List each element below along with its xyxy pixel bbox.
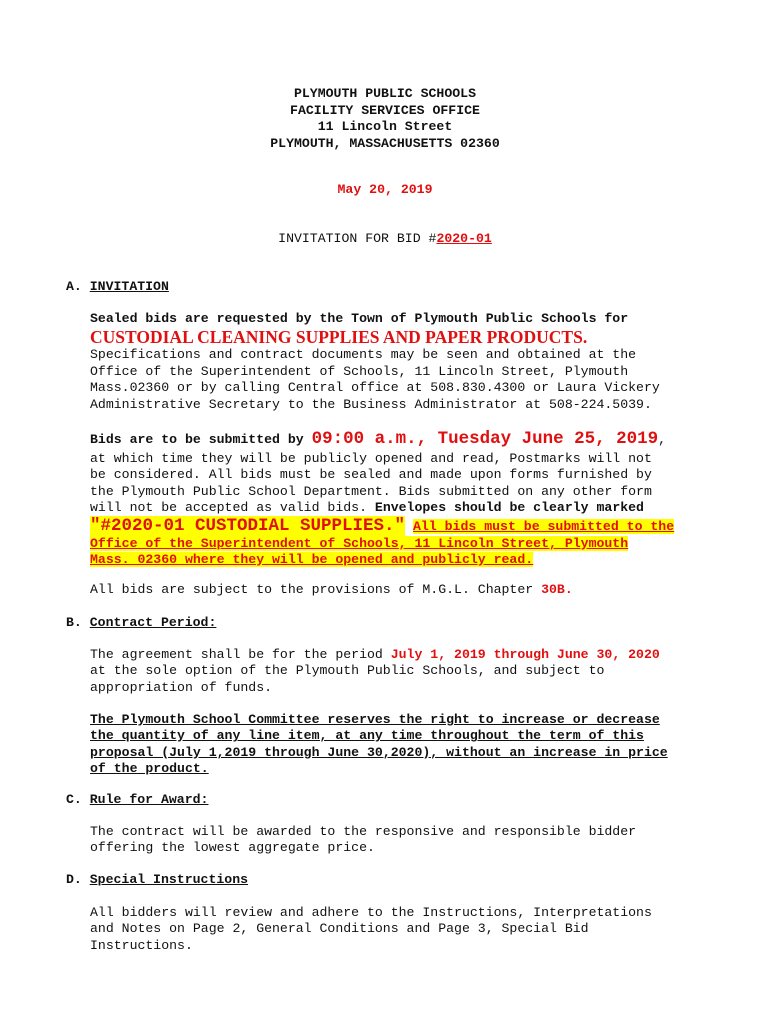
instruction-line: and Notes on Page 2, General Conditions and Page 3, Special Bid [90,921,589,937]
award-paragraph [90,824,700,857]
deadline-suffix: , [658,432,667,447]
deadline: 09:00 a.m., Tuesday June 25, 2019 [311,429,659,449]
section-title: Rule for Award: [89,792,209,807]
valid-text: will not be accepted as valid bids. [90,500,367,516]
section-title: INVITATION [89,279,169,294]
section-b-heading [66,615,216,631]
submission-paragraph [90,428,700,568]
product-title: CUSTODIAL CLEANING SUPPLIES AND PAPER PRODUCTS. [90,327,588,348]
envelope-marking: "#2020-01 CUSTODIAL SUPPLIES." [90,515,406,536]
marking-line [90,517,700,536]
reserve-line: The Plymouth School Committee reserves the right to increase or decrease [90,712,660,727]
reserve-line: of the product. [90,761,209,777]
deadline-line [90,428,700,451]
section-c-heading [66,792,208,808]
deliver-text: Office of the Superintendent of Schools, 11 Lincoln Street, Plymouth [90,535,629,551]
invitation-paragraph [90,311,700,413]
deliver-text: All bids must be submitted to the [412,518,675,534]
section-letter: B. [66,615,82,630]
section-letter: C. [66,792,82,807]
section-a-heading [66,279,169,295]
submit-line: at which time they will be publicly opened and read, Postmarks will not [90,451,652,466]
intro-text: Sealed bids are requested by the Town of Plymouth Public Schools for [90,311,629,326]
spec-line: Office of the Superintendent of Schools, 11 Lincoln Street, Plymouth [90,363,629,379]
reserve-line: the quantity of any line item, at any time throughout the term of this [90,728,644,744]
deliver-line [90,536,700,552]
submit-line: be considered. All bids must be sealed and made upon forms furnished by [90,467,652,483]
section-title: Special Instructions [89,872,249,887]
document-date: May 20, 2019 [337,182,433,197]
period-line: appropriation of funds. [90,679,273,695]
section-letter: A. [66,279,82,294]
valid-line [90,500,700,516]
period-line: at the sole option of the Plymouth Public Schools, and subject to [90,663,605,679]
letterhead-line: 11 Lincoln Street [317,119,453,135]
chapter-ref: 30B. [541,582,573,597]
spec-line: Specifications and contract documents may be seen and obtained at the [90,347,637,363]
contract-period-paragraph [90,647,700,696]
letterhead [0,86,770,152]
deliver-text: Mass. 02360 where they will be opened and publicly read. [90,552,534,568]
award-line: The contract will be awarded to the responsive and responsible bidder [90,824,637,839]
provisions-line [90,582,700,598]
submit-line: the Plymouth Public School Department. Bids submitted on any other form [90,483,652,499]
envelope-text: Envelopes should be clearly marked [374,500,644,516]
deliver-line [90,552,700,568]
submit-prefix: Bids are to be submitted by [90,432,304,447]
spec-line: Mass.02360 or by calling Central office at 508.830.4300 or Laura Vickery [90,380,660,396]
bid-number: 2020-01 [436,231,492,246]
provisions-text: All bids are subject to the provisions of M.G.L. Chapter [90,582,534,597]
award-line: offering the lowest aggregate price. [90,840,375,856]
section-title: Contract Period: [89,615,217,630]
section-letter: D. [66,872,82,887]
period-prefix: The agreement shall be for the period [90,647,383,662]
special-instructions-paragraph [90,905,700,954]
contract-period: July 1, 2019 through June 30, 2020 [390,647,660,662]
instruction-line: Instructions. [90,937,193,953]
invitation-title [0,231,770,247]
letterhead-line: FACILITY SERVICES OFFICE [290,102,480,118]
letterhead-line: PLYMOUTH, MASSACHUSETTS 02360 [270,135,500,151]
letterhead-line: PLYMOUTH PUBLIC SCHOOLS [293,86,477,101]
reserve-line: proposal (July 1,2019 through June 30,2020), without an increase in price [90,744,668,760]
instruction-line: All bidders will review and adhere to the Instructions, Interpretations [90,905,652,920]
spec-line: Administrative Secretary to the Business Administrator at 508-224.5039. [90,396,652,412]
invitation-prefix: INVITATION FOR BID # [278,231,437,246]
section-d-heading [66,872,248,888]
reserve-paragraph [90,712,700,778]
